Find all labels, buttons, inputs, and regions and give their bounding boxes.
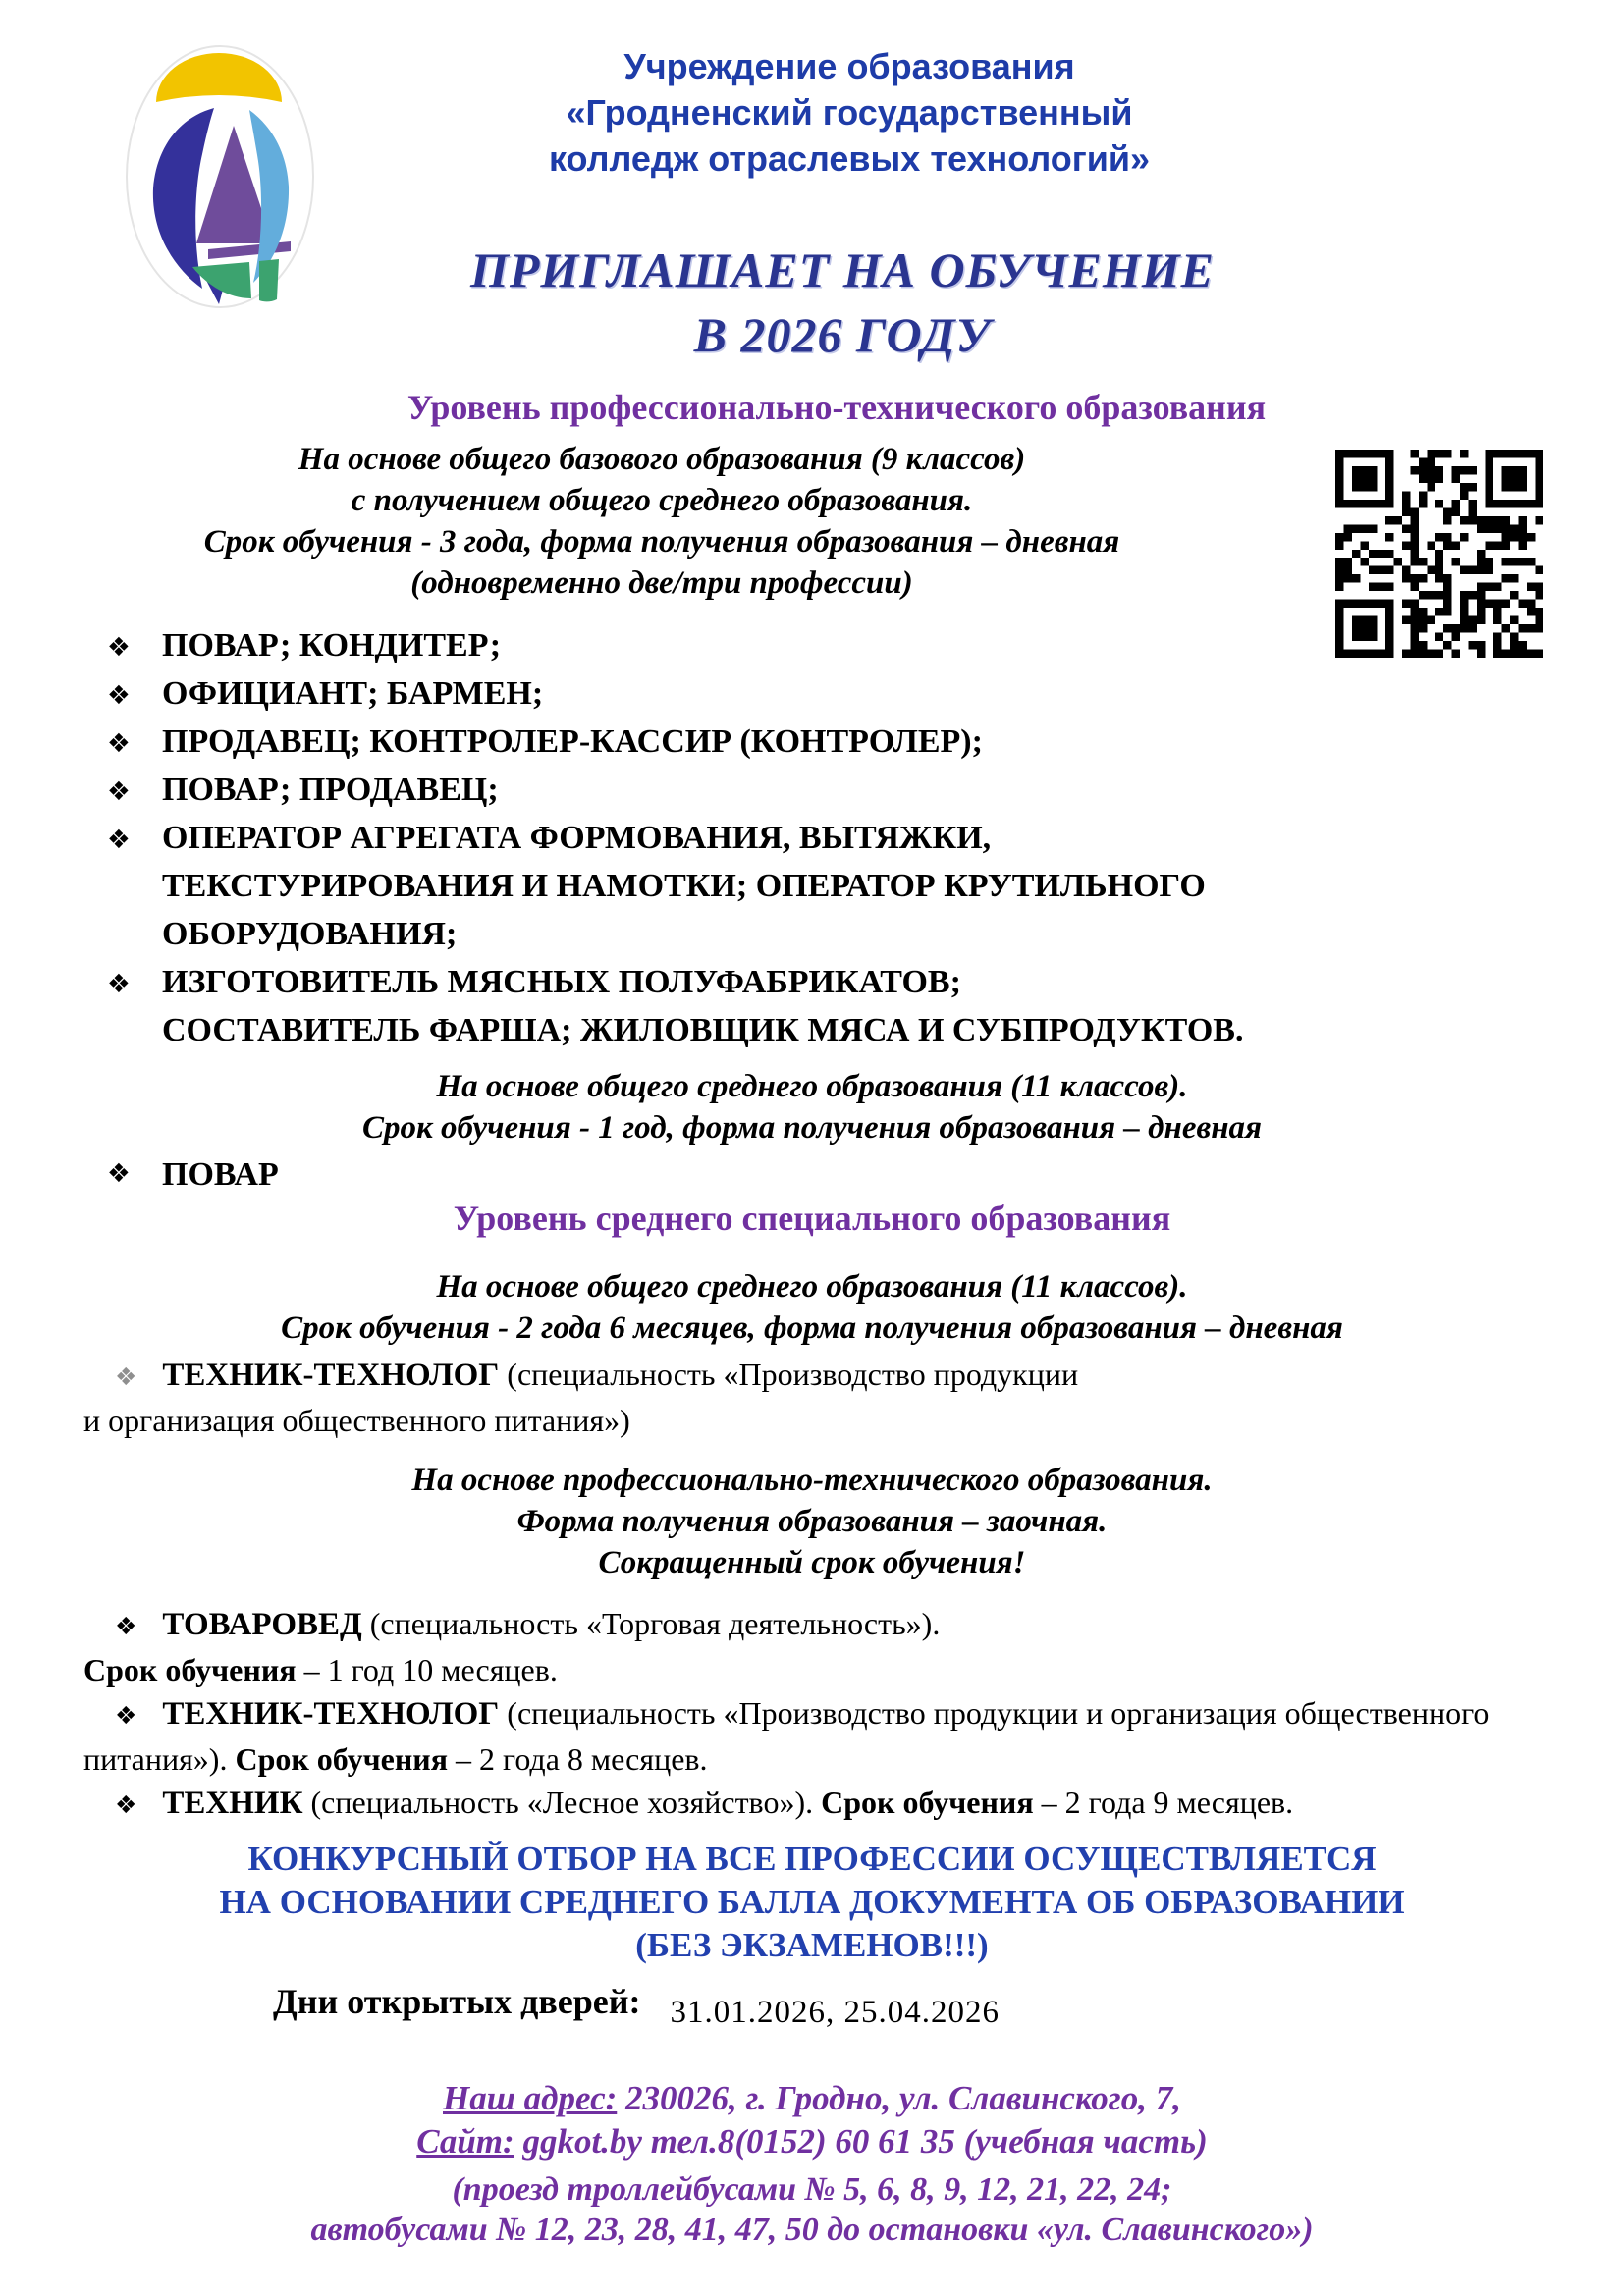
list-item: [83, 1781, 1554, 1827]
list-item: [83, 1691, 1554, 1781]
college-logo-graphic: [124, 41, 316, 312]
list-item: [83, 1602, 1554, 1648]
address-label: Наш адрес:: [443, 2079, 618, 2117]
diamond-bullet-icon: ❖: [107, 825, 131, 855]
secondary-level-heading: Уровень среднего специального образования: [453, 1199, 1171, 1238]
list-item: [83, 766, 1546, 814]
site-value: ggkot.by тел.8(0152) 60 61 35 (учебная часть): [514, 2122, 1208, 2161]
address-value: 230026, г. Гродно, ул. Славинского, 7,: [617, 2079, 1181, 2117]
open-days-row: [273, 1981, 1000, 2031]
list-item-tehnik-tehnolog-day: [83, 1353, 1541, 1442]
profession-text: ПОВАР; ПРОДАВЕЦ;: [162, 772, 499, 808]
item-line: и организация общественного питания»): [83, 1403, 630, 1438]
contacts-block: [83, 2077, 1541, 2163]
transit-line: автобусами № 12, 23, 28, 41, 47, 50 до остановки «ул. Славинского»): [310, 2212, 1314, 2248]
basis-line: Сокращенный срок обучения!: [598, 1545, 1026, 1580]
transit-line: (проезд троллейбусами № 5, 6, 8, 9, 12, 21, 22, 24;: [452, 2171, 1172, 2208]
list-item: [83, 958, 1546, 1054]
profession-text: ОПЕРАТОР АГРЕГАТА ФОРМОВАНИЯ, ВЫТЯЖКИ,: [162, 820, 992, 856]
invitation-banner: [371, 238, 1314, 367]
diamond-bullet-icon: ❖: [107, 728, 131, 759]
list-item: [83, 718, 1546, 766]
note-line: КОНКУРСНЫЙ ОТБОР НА ВСЕ ПРОФЕССИИ ОСУЩЕСТВЛЯЕТСЯ: [247, 1840, 1377, 1878]
open-days-dates: 31.01.2026, 25.04.2026: [670, 1995, 1000, 2030]
diamond-bullet-icon: ❖: [115, 1701, 137, 1730]
specialty-name: ТЕХНИК: [162, 1786, 303, 1821]
site-line: [83, 2120, 1541, 2163]
profession-text: ПОВАР: [162, 1156, 279, 1193]
list-item-povar: [83, 1156, 279, 1194]
site-label: Сайт:: [416, 2122, 514, 2161]
competition-note: [83, 1838, 1541, 1967]
basis-line: На основе профессионально-технического образования.: [411, 1463, 1213, 1498]
list-item: [83, 621, 1546, 669]
diamond-bullet-icon: ❖: [107, 969, 131, 999]
item-line: [83, 1353, 1541, 1399]
term-label: Срок обучения: [821, 1785, 1034, 1820]
specialty-desc: (специальность «Производство продукции: [499, 1357, 1079, 1392]
basis-line: На основе общего базового образования (9 классов): [298, 442, 1026, 477]
diamond-bullet-icon: ❖: [107, 776, 131, 807]
org-name-line: колледж отраслевых технологий»: [548, 138, 1151, 179]
org-name-line: Учреждение образования: [623, 46, 1075, 86]
professions-list: [83, 621, 1546, 1054]
profession-text: ПРОДАВЕЦ; КОНТРОЛЕР-КАССИР (КОНТРОЛЕР);: [162, 723, 983, 760]
diamond-bullet-icon: ❖: [115, 1362, 137, 1391]
basis-line: Форма получения образования – заочная.: [516, 1504, 1108, 1539]
list-item-continuation: [83, 1648, 1554, 1691]
invitation-line: В 2026 ГОДУ: [693, 307, 992, 362]
diamond-bullet-icon: ❖: [115, 1612, 137, 1640]
specialty-desc: (специальность «Лесное хозяйство»).: [302, 1785, 822, 1820]
term-value: – 2 года 9 месяцев.: [1033, 1785, 1294, 1820]
basis-line: Срок обучения - 2 года 6 месяцев, форма получения образования – дневная: [281, 1310, 1343, 1346]
basis-correspondence-text: [83, 1460, 1541, 1583]
note-line: (БЕЗ ЭКЗАМЕНОВ!!!): [635, 1926, 989, 1964]
invitation-line: ПРИГЛАШАЕТ НА ОБУЧЕНИЕ: [469, 242, 1216, 297]
basis-11-classes-2y6m-text: [83, 1266, 1541, 1349]
basis-line: На основе общего среднего образования (11 классов).: [436, 1269, 1188, 1305]
term-label: Срок обучения: [83, 1652, 297, 1687]
profession-text: ОБОРУДОВАНИЯ;: [162, 916, 458, 952]
basis-line: Срок обучения - 1 год, форма получения образования – дневная: [361, 1110, 1263, 1146]
profession-text: ИЗГОТОВИТЕЛЬ МЯСНЫХ ПОЛУФАБРИКАТОВ;: [162, 964, 961, 1000]
basis-line: с получением общего среднего образования.: [351, 483, 973, 518]
specialty-name: ТЕХНИК-ТЕХНОЛОГ: [162, 1358, 500, 1393]
term-label: Срок обучения: [235, 1741, 449, 1777]
organization-name: [383, 43, 1316, 182]
transit-block: [83, 2169, 1541, 2250]
college-logo-icon: [124, 41, 316, 312]
address-line: [83, 2077, 1541, 2120]
list-item: [83, 814, 1546, 958]
basis-line: (одновременно две/три профессии): [410, 565, 913, 601]
basis-9-classes-text: [27, 439, 1296, 604]
specialty-name: ТЕХНИК-ТЕХНОЛОГ: [162, 1696, 500, 1732]
specialty-desc: (специальность «Торговая деятельность»).: [361, 1606, 941, 1641]
list-item: [83, 669, 1546, 718]
specialty-name: ТОВАРОВЕД: [162, 1607, 362, 1642]
term-value: – 2 года 8 месяцев.: [448, 1741, 708, 1777]
diamond-bullet-icon: ❖: [107, 632, 131, 663]
basis-line: На основе общего среднего образования (11 классов).: [436, 1069, 1188, 1104]
profession-text: ТЕКСТУРИРОВАНИЯ И НАМОТКИ; ОПЕРАТОР КРУТИЛЬНОГО: [162, 868, 1206, 904]
open-days-label: Дни открытых дверей:: [273, 1982, 641, 2021]
note-line: НА ОСНОВАНИИ СРЕДНЕГО БАЛЛА ДОКУМЕНТА ОБ ОБРАЗОВАНИИ: [219, 1883, 1405, 1921]
basis-line: Срок обучения - 3 года, форма получения образования – дневная: [203, 524, 1120, 560]
basis-11-classes-text: [83, 1066, 1541, 1148]
correspondence-specialties-list: [83, 1602, 1554, 1827]
org-name-line: «Гродненский государственный: [566, 92, 1133, 133]
diamond-bullet-icon: ❖: [115, 1790, 137, 1819]
term-value: – 1 год 10 месяцев.: [296, 1652, 558, 1687]
profession-text: ПОВАР; КОНДИТЕР;: [162, 627, 502, 664]
specialty-desc: (специальность «Производство продукции и организация общественного питания»).: [83, 1695, 1489, 1777]
profession-text: ОФИЦИАНТ; БАРМЕН;: [162, 675, 544, 712]
diamond-bullet-icon: ❖: [107, 680, 131, 711]
profession-text: СОСТАВИТЕЛЬ ФАРША; ЖИЛОВЩИК МЯСА И СУБПРОДУКТОВ.: [162, 1012, 1244, 1048]
diamond-bullet-icon: ❖: [107, 1158, 131, 1189]
vocational-level-heading: Уровень профессионально-технического образования: [406, 388, 1267, 427]
